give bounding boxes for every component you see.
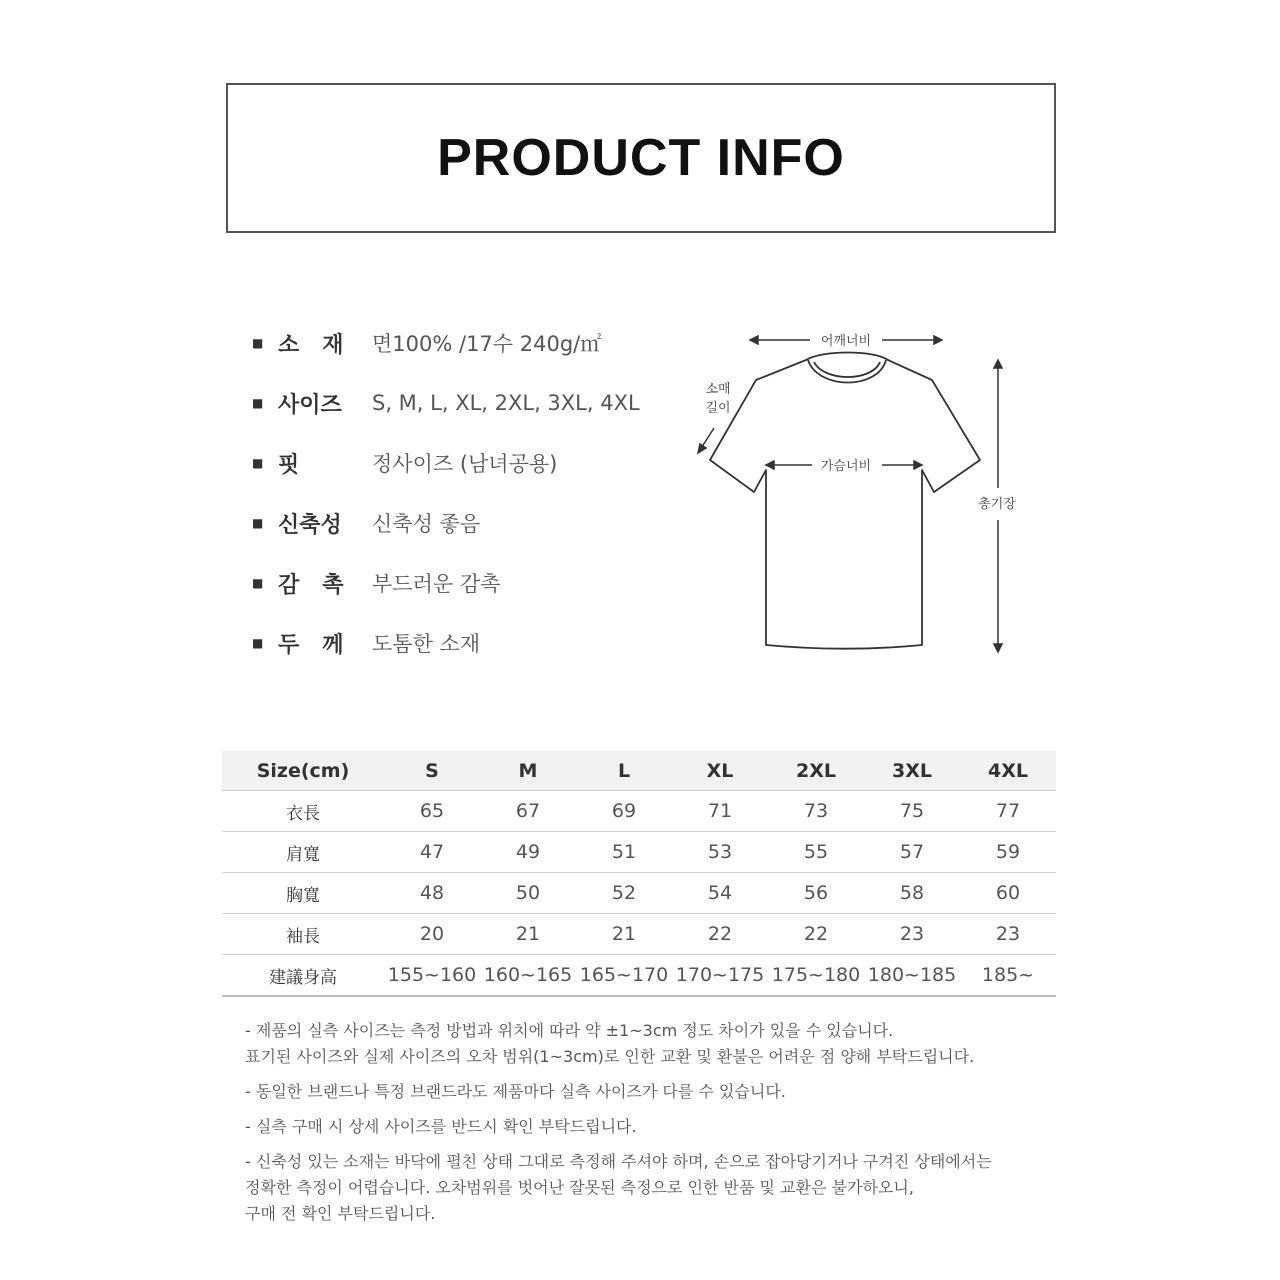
spec-label: 두 께: [278, 632, 344, 658]
table-cell: 67: [480, 791, 576, 832]
spec-fit: [252, 438, 557, 488]
spec-value: 신축성 좋음: [372, 512, 481, 536]
table-cell: 49: [480, 832, 576, 873]
table-cell: 57: [864, 832, 960, 873]
bullet-icon: ■: [252, 636, 264, 650]
row-label: 建議身高: [222, 955, 384, 997]
tshirt-diagram: [690, 320, 1030, 660]
column-header: Size(cm): [222, 751, 384, 791]
note-item: [245, 1114, 1045, 1140]
spec-label: 핏: [278, 452, 300, 478]
note-line: 구매 전 확인 부탁드립니다.: [245, 1204, 436, 1223]
bullet-icon: ■: [252, 576, 264, 590]
column-header: S: [384, 751, 480, 791]
note-line: 표기된 사이즈와 실제 사이즈의 오차 범위(1~3cm)로 인한 교환 및 환불은 어려운 점 양해 부탁드립니다.: [245, 1047, 975, 1066]
row-label: 胸寬: [222, 873, 384, 914]
note-item: [245, 1149, 1045, 1227]
table-cell: 60: [960, 873, 1056, 914]
table-cell: 22: [672, 914, 768, 955]
spec-value: 도톰한 소재: [372, 632, 481, 656]
table-cell: 160~165: [480, 955, 576, 997]
spec-value: 면100% /17수 240g/㎡: [372, 332, 602, 356]
table-cell: 73: [768, 791, 864, 832]
spec-material: [252, 318, 601, 368]
measure-arrows: [698, 336, 1002, 652]
table-cell: 75: [864, 791, 960, 832]
table-cell: 21: [480, 914, 576, 955]
size-table: [222, 751, 1056, 997]
page-title: PRODUCT INFO: [437, 129, 845, 187]
sleeve-label-1: 소매: [705, 382, 731, 397]
table-cell: 59: [960, 832, 1056, 873]
table-header-row: [222, 751, 1056, 791]
bullet-icon: ■: [252, 456, 264, 470]
table-cell: 56: [768, 873, 864, 914]
table-cell: 71: [672, 791, 768, 832]
column-header: 2XL: [768, 751, 864, 791]
table-cell: 54: [672, 873, 768, 914]
spec-label: 소 재: [278, 332, 344, 358]
table-row: [222, 914, 1056, 955]
table-cell: 165~170: [576, 955, 672, 997]
row-label: 袖長: [222, 914, 384, 955]
table-cell: 69: [576, 791, 672, 832]
table-cell: 23: [960, 914, 1056, 955]
title-box: [226, 83, 1056, 233]
chest-label: 가슴너비: [820, 459, 872, 474]
table-cell: 23: [864, 914, 960, 955]
spec-stretch: [252, 498, 480, 548]
spec-value: 부드러운 감촉: [372, 572, 501, 596]
column-header: M: [480, 751, 576, 791]
sleeve-label-2: 길이: [705, 401, 731, 416]
column-header: L: [576, 751, 672, 791]
table-cell: 77: [960, 791, 1056, 832]
length-label: 총기장: [978, 497, 1016, 512]
table-row: [222, 832, 1056, 873]
row-label: 肩寬: [222, 832, 384, 873]
table-row: [222, 791, 1056, 832]
bullet-icon: ■: [252, 396, 264, 410]
spec-texture: [252, 558, 500, 608]
table-cell: 58: [864, 873, 960, 914]
spec-value: 정사이즈 (남녀공용): [372, 452, 558, 476]
table-cell: 53: [672, 832, 768, 873]
table-cell: 50: [480, 873, 576, 914]
bullet-icon: ■: [252, 336, 264, 350]
spec-label: 신축성: [278, 512, 342, 538]
note-line: - 실측 구매 시 상세 사이즈를 반드시 확인 부탁드립니다.: [245, 1117, 637, 1136]
note-line: - 신축성 있는 소재는 바닥에 펼친 상태 그대로 측정해 주셔야 하며, 손으로 잡아당기거나 구겨진 상태에서는: [245, 1152, 992, 1171]
table-cell: 155~160: [384, 955, 480, 997]
table-cell: 51: [576, 832, 672, 873]
table-row: [222, 873, 1056, 914]
table-cell: 65: [384, 791, 480, 832]
table-cell: 55: [768, 832, 864, 873]
table-row: [222, 955, 1056, 997]
shoulder-label: 어깨너비: [820, 334, 872, 349]
note-line: - 제품의 실측 사이즈는 측정 방법과 위치에 따라 약 ±1~3cm 정도 차이가 있을 수 있습니다.: [245, 1021, 894, 1040]
table-cell: 52: [576, 873, 672, 914]
table-cell: 175~180: [768, 955, 864, 997]
table-cell: 180~185: [864, 955, 960, 997]
note-item: [245, 1018, 1045, 1070]
spec-value: S, M, L, XL, 2XL, 3XL, 4XL: [372, 391, 640, 415]
note-item: [245, 1079, 1045, 1105]
spec-thickness: [252, 618, 480, 668]
table-cell: 47: [384, 832, 480, 873]
table-cell: 170~175: [672, 955, 768, 997]
table-cell: 20: [384, 914, 480, 955]
note-line: 정확한 측정이 어렵습니다. 오차범위를 벗어난 잘못된 측정으로 인한 반품 및 교환은 불가하오니,: [245, 1178, 914, 1197]
column-header: 4XL: [960, 751, 1056, 791]
column-header: XL: [672, 751, 768, 791]
column-header: 3XL: [864, 751, 960, 791]
spec-label: 사이즈: [278, 392, 342, 418]
table-cell: 22: [768, 914, 864, 955]
note-line: - 동일한 브랜드나 특정 브랜드라도 제품마다 실측 사이즈가 다를 수 있습니다.: [245, 1082, 786, 1101]
spec-label: 감 촉: [278, 572, 344, 598]
table-cell: 48: [384, 873, 480, 914]
spec-size: [252, 378, 640, 428]
tshirt-icon: [710, 353, 980, 649]
notes: [245, 1018, 1045, 1236]
table-cell: 185~: [960, 955, 1056, 997]
bullet-icon: ■: [252, 516, 264, 530]
table-cell: 21: [576, 914, 672, 955]
row-label: 衣長: [222, 791, 384, 832]
